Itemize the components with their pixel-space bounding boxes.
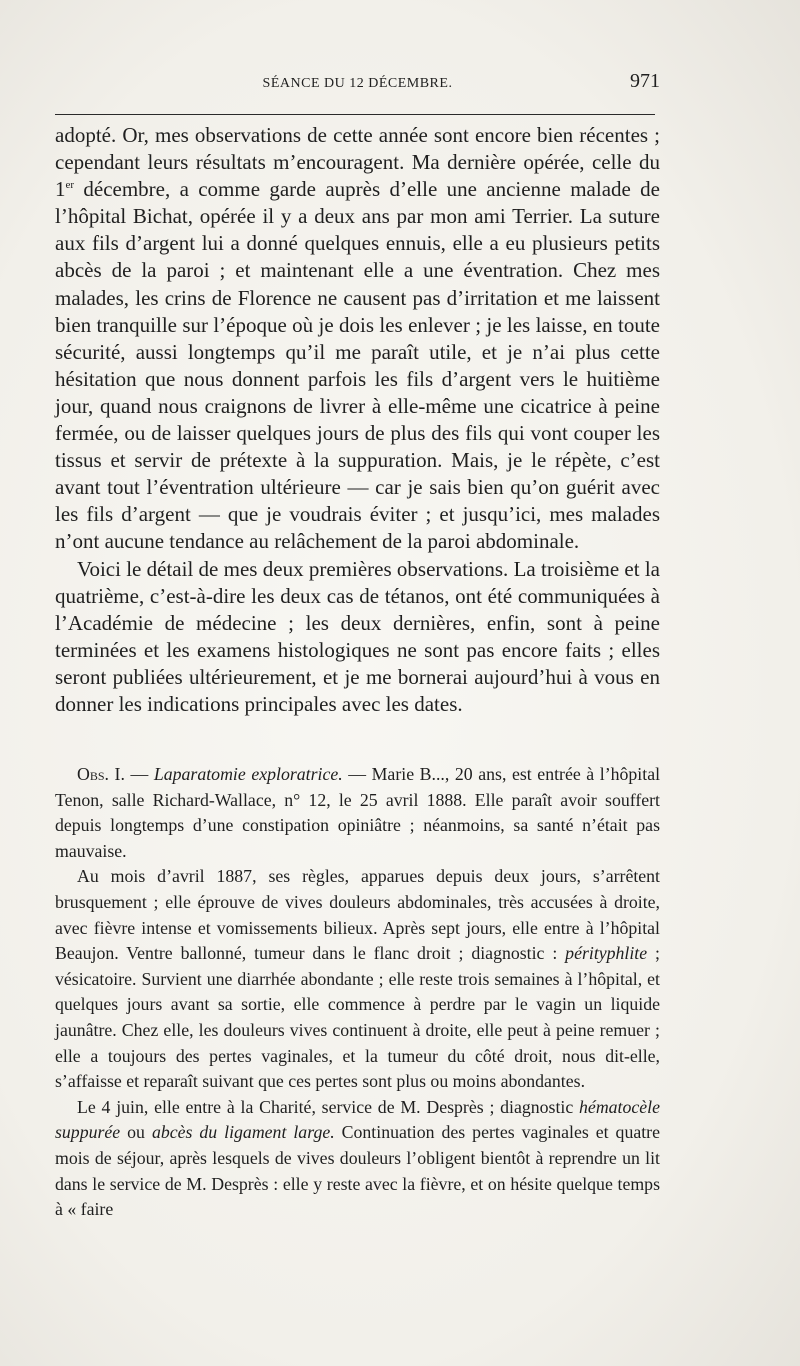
text-run: Continuation des pertes vaginales et quatre mois de séjour, après lesquels de vives douleurs l’obligent bientôt à reprendre un lit dans le service de M. Desprès : elle y reste avec la fièvre, et on hésite quelque temps à « faire	[55, 1122, 660, 1220]
text-run: —	[124, 764, 154, 784]
text-run: adopté. Or, mes observations de cette année sont encore bien récentes ; cependant leurs résultats m’encouragent. Ma dernière opérée, celle du 1	[55, 123, 660, 202]
header-rule	[55, 114, 655, 115]
running-head: SÉANCE DU 12 DÉCEMBRE.	[262, 76, 453, 91]
observation-title: Laparatomie exploratrice.	[153, 764, 343, 784]
main-text	[55, 122, 660, 718]
diagnosis-term: hématocèle suppurée	[55, 1096, 660, 1143]
observation-paragraph	[55, 1095, 660, 1223]
paragraph: Voici le détail de mes deux premières observations. La troisième et la quatrième, c’est-à-dire les deux cas de tétanos, ont été communiquées à l’Académie de médecine ; les deux dernières, enfin, sont à peine terminées et les examens histologiques ne sont pas encore faits ; elles seront publiées ultérieurement, et je me bornerai aujourd’hui à vous en donner les indications principales avec les dates.	[55, 556, 660, 716]
diagnosis-term: pérityphlite	[565, 943, 648, 964]
text-run: — Marie B..., 20 ans, est entrée à l’hôpital Tenon, salle Richard-Wallace, n° 12, le 25 avril 1888. Elle paraît avoir souffert depuis longtemps d’une constipation opiniâtre ; néanmoins, sa santé n’était pas mauvaise.	[55, 764, 661, 861]
text-run: Au mois d’avril 1887, ses règles, apparues depuis deux jours, s’arrêtent brusquement ; elle éprouve de vives douleurs abdominales, très accusées à droite, avec fièvre intense et vomissements bilieux. Après sept jours, elle entre à l’hôpital Beaujon. Ventre ballonné, tumeur dans le flanc droit ; diagnostic :	[55, 866, 660, 964]
paragraph	[55, 122, 660, 556]
text-run: décembre, a comme garde auprès d’elle une ancienne malade de l’hôpital Bichat, opérée il y a deux ans par mon ami Terrier. La suture aux fils d’argent lui a donné quelques ennuis, elle a eu plusieurs petits abcès de la paroi ; et maintenant elle a une éventration. Chez mes malades, les crins de Florence ne causent pas d’irritation et me laissent bien tranquille sur l’époque où je dois les enlever ; je les laisse, en toute sécurité, aussi longtemps qu’il me paraît utile, et je n’ai plus cette hésitation que nous donnent parfois les fils d’argent vers le huitième jour, quand nous craignons de livrer à elle-même une cicatrice à peine fermée, ou de laisser quelques jours de plus des fils qui vont couper les tissus et servir de prétexte à la suppuration. Mais, je le répète, c’est avant tout l’éventration ultérieure — car je sais bien qu’on guérit avec les fils d’argent — que je voudrais éviter ; et jusqu’ici, mes malades n’ont aucune tendance au relâchement de la paroi abdominale.	[55, 177, 660, 554]
observation-paragraph	[55, 762, 660, 864]
text-run: Le 4 juin, elle entre à la Charité, service de M. Desprès ; diagnostic	[77, 1096, 580, 1117]
page-number: 971	[630, 70, 660, 92]
observation-paragraph	[55, 864, 660, 1094]
diagnosis-term: abcès du ligament large.	[151, 1122, 335, 1143]
page-header	[55, 70, 660, 100]
text-run: ou	[120, 1122, 152, 1143]
ordinal-superscript: er	[65, 179, 75, 192]
observation-label: Obs. I.	[77, 764, 125, 784]
observation-section	[55, 762, 660, 1223]
text-run: ; vésicatoire. Survient une diarrhée abondante ; elle reste trois semaines à l’hôpital, et quelques jours avant sa sortie, elle commence à perdre par le vagin un liquide jaunâtre. Chez elle, les douleurs vives continuent à droite, elle peut à peine remuer ; elle a toujours des pertes vaginales, et la tumeur du côté droit, nous dit-elle, s’affaisse et reparaît suivant que ces pertes sont plus ou moins abondantes.	[55, 943, 660, 1092]
